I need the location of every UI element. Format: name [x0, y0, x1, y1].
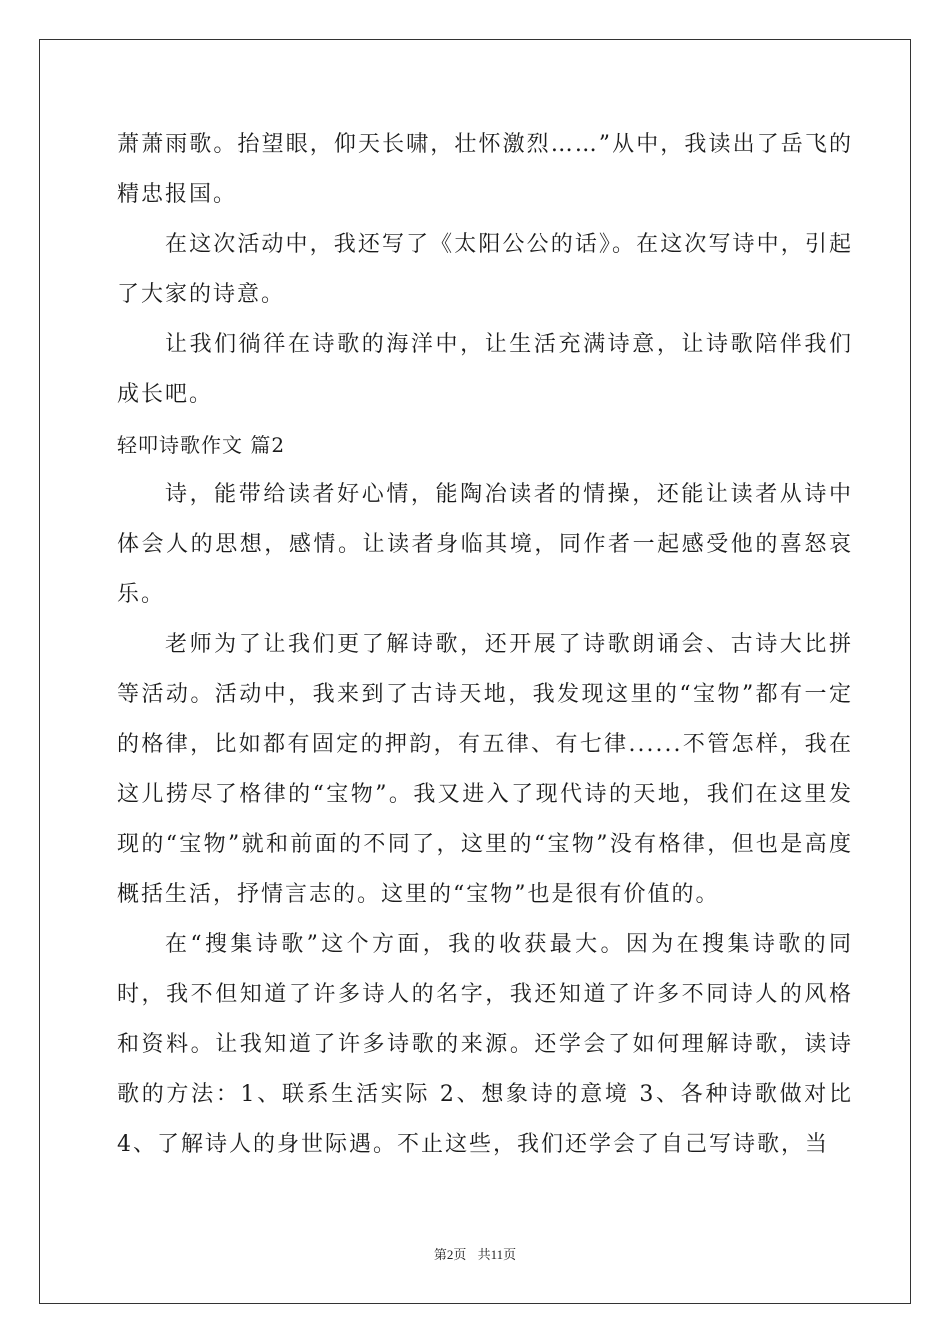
page-total: 共11页 [477, 1247, 517, 1262]
paragraph: 诗，能带给读者好心情，能陶冶读者的情操，还能让读者从诗中体会人的思想，感情。让读者身临其境，同作者一起感受他的喜怒哀乐。 [117, 482, 853, 607]
document-body [117, 120, 853, 1170]
paragraph: 在“搜集诗歌”这个方面，我的收获最大。因为在搜集诗歌的同时，我不但知道了许多诗人的名字，我还知道了许多不同诗人的风格和资料。让我知道了许多诗歌的来源。还学会了如何理解诗歌，读诗歌的方法：1、联系生活实际 2、想象诗的意境 3、各种诗歌做对比 4、了解诗人的身世际遇。不止这些，我们还学会了自己写诗歌，当 [117, 932, 853, 1157]
paragraph: 让我们徜徉在诗歌的海洋中，让生活充满诗意，让诗歌陪伴我们成长吧。 [117, 332, 853, 407]
paragraph: 老师为了让我们更了解诗歌，还开展了诗歌朗诵会、古诗大比拼等活动。活动中，我来到了古诗天地，我发现这里的“宝物”都有一定的格律，比如都有固定的押韵，有五律、有七律......不管怎样，我在这儿捞尽了格律的“宝物”。我又进入了现代诗的天地，我们在这里发现的“宝物”就和前面的不同了，这里的“宝物”没有格律，但也是高度概括生活，抒情言志的。这里的“宝物”也是很有价值的。 [117, 632, 853, 907]
paragraph-continuation: 萧萧雨歌。抬望眼，仰天长啸，壮怀激烈……”从中，我读出了岳飞的精忠报国。 [117, 132, 853, 207]
page-number: 第2页 [433, 1247, 467, 1262]
page-footer [0, 1244, 950, 1263]
section-heading: 轻叩诗歌作文 篇2 [117, 433, 286, 457]
paragraph: 在这次活动中，我还写了《太阳公公的话》。在这次写诗中，引起了大家的诗意。 [117, 232, 853, 307]
